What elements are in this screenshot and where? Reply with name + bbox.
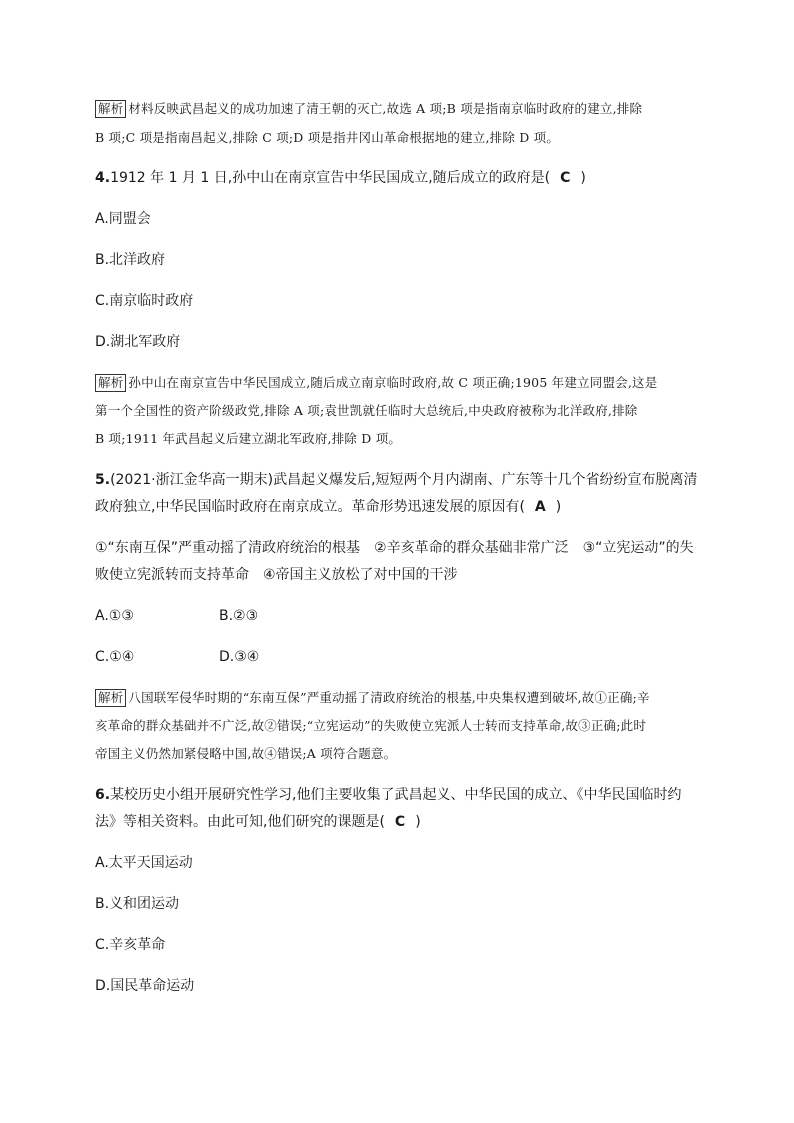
q5-explanation-line-3: 帝国主义仍然加紧侵略中国,故④错误;A 项符合题意。 (95, 746, 397, 761)
q4-option-c: C.南京临时政府 (95, 293, 194, 309)
q6-option-c: C.辛亥革命 (95, 937, 166, 953)
q4-option-d: D.湖北军政府 (95, 334, 181, 350)
explanation-tag: 解析 (95, 689, 126, 707)
explanation-tag: 解析 (95, 100, 126, 118)
q5-explanation-line-1: 解析 八国联军侵华时期的“东南互保”严重动摇了清政府统治的根基,中央集权遭到破坏,故①正确;辛 (95, 688, 650, 708)
q5-stem-line-1: 5.(2021·浙江金华高一期末)武昌起义爆发后,短短两个月内湖南、广东等十几个省纷纷宣布脱离清 (95, 472, 698, 488)
q5-answer: A (534, 499, 546, 515)
explanation-tag: 解析 (95, 374, 126, 392)
q5-option-d: D.③④ (219, 649, 260, 665)
q5-number: 5. (95, 472, 111, 488)
q5-stem-line-2: 政府独立,中华民国临时政府在南京成立。革命形势迅速发展的原因有( A ) (95, 499, 562, 515)
q4-explanation-line-2: 第一个全国性的资产阶级政党,排除 A 项;袁世凯就任临时大总统后,中央政府被称为北洋政府,排除 (95, 403, 638, 418)
q4-option-a: A.同盟会 (95, 211, 151, 227)
q4-option-b: B.北洋政府 (95, 252, 166, 268)
q4-answer: C (560, 170, 571, 186)
q5-option-a: A.①③ (95, 608, 134, 624)
q6-number: 6. (95, 787, 111, 803)
q4-number: 4. (95, 170, 111, 186)
q6-option-b: B.义和团运动 (95, 896, 180, 912)
q5-option-b: B.②③ (219, 608, 259, 624)
q3-explanation-line-1: 解析 材料反映武昌起义的成功加速了清王朝的灭亡,故选 A 项;B 项是指南京临时政府的建立,排除 (95, 99, 642, 119)
q5-explanation-line-2: 亥革命的群众基础并不广泛,故②错误;“立宪运动”的失败使立宪派人士转而支持革命,故③正确;此时 (95, 718, 647, 733)
q6-option-a: A.太平天国运动 (95, 855, 193, 871)
q3-explanation-line-2: B 项;C 项是指南昌起义,排除 C 项;D 项是指井冈山革命根据地的建立,排除 D 项。 (95, 130, 560, 145)
q4-explanation-line-1: 解析 孙中山在南京宣告中华民国成立,随后成立南京临时政府,故 C 项正确;1905 年建立同盟会,这是 (95, 373, 657, 393)
q5-statements-line-2: 败使立宪派转而支持革命 ④帝国主义放松了对中国的干涉 (95, 567, 458, 583)
q6-stem-line-2: 法》等相关资料。由此可知,他们研究的课题是( C ) (95, 814, 421, 830)
q6-answer: C (394, 814, 406, 830)
q5-statements-line-1: ①“东南互保”严重动摇了清政府统治的根基 ②辛亥革命的群众基础非常广泛 ③“立宪运动”的失 (95, 540, 694, 556)
q4-explanation-line-3: B 项;1911 年武昌起义后建立湖北军政府,排除 D 项。 (95, 431, 402, 446)
q5-option-c: C.①④ (95, 649, 135, 665)
q6-option-d: D.国民革命运动 (95, 978, 195, 994)
q6-stem-line-1: 6.某校历史小组开展研究性学习,他们主要收集了武昌起义、中华民国的成立、《中华民国临时约 (95, 787, 682, 803)
q4-stem: 4.1912 年 1 月 1 日,孙中山在南京宣告中华民国成立,随后成立的政府是( C ) (95, 170, 586, 186)
